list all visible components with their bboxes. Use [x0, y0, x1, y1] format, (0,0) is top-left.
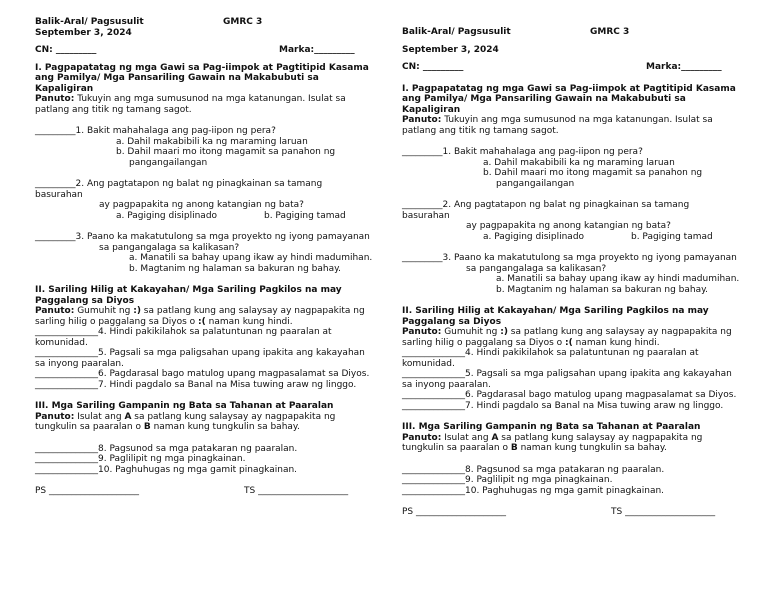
section-2-instructions-2: [35, 317, 373, 328]
question-2-cont-2: ay pagpapakita ng anong katangian ng bata?: [99, 200, 304, 210]
question-6: ______________6. Pagdarasal bago matulog upang magpasalamat sa Diyos.: [402, 390, 737, 400]
section-2: [402, 306, 740, 411]
question-10: ______________10. Paghuhugas ng mga gamit pinagkainan.: [35, 464, 298, 475]
question-6: ______________6. Pagdarasal bago matulog upang magpasalamat sa Diyos.: [35, 369, 370, 379]
signature-row: [35, 486, 373, 497]
subject-label: GMRC 3: [590, 27, 630, 37]
question-3-option-b: b. Magtanim ng halaman sa bakuran ng bahay.: [496, 284, 709, 295]
worksheet-title: Balik-Aral/ Pagsusulit: [402, 27, 511, 37]
instructions-text: Tukuyin ang mga sumusunod na mga katanungan. Isulat sa: [74, 94, 346, 104]
instructions-text: sarling hilig o paggalang sa Diyos o: [35, 316, 199, 327]
instructions-text: sa patlang kung ang salaysay ay nagpapakita ng: [507, 327, 732, 337]
section-2-title: II. Sariling Hilig at Kakayahan/ Mga Sariling Pagkilos na may: [35, 285, 342, 295]
question-5: ______________5. Pagsali sa mga paligsahan upang ipakita ang kakayahan: [402, 369, 732, 379]
date-line: September 3, 2024: [35, 27, 132, 38]
frown-symbol: :(: [565, 337, 573, 348]
question-2-options: [402, 232, 740, 243]
section-2-instructions: [402, 327, 740, 338]
question-3-cont: sa pangangalaga sa kalikasan?: [99, 242, 240, 253]
question-8: ______________8. Pagsunod sa mga patakaran ng paaralan.: [402, 464, 665, 475]
question-3: _________3. Paano ka makatutulong sa mga proyekto ng iyong pamayanan: [35, 232, 370, 242]
question-10: ______________10. Paghuhugas ng mga gamit pinagkainan.: [402, 485, 665, 496]
letter-b: B: [510, 443, 518, 453]
panuto-label: Panuto:: [402, 115, 442, 125]
worksheet-right: [402, 27, 740, 518]
instructions-text: sa patlang kung salaysay ay nagpapakita ng: [498, 432, 703, 443]
question-2: _________2. Ang pagtatapon ng balat ng pinagkainan sa tamang: [402, 200, 690, 210]
section-2-instructions: [35, 306, 373, 317]
frown-symbol: :(: [198, 316, 206, 327]
instructions-text: naman kung hindi.: [205, 316, 293, 327]
worksheet-title: Balik-Aral/ Pagsusulit: [35, 17, 144, 27]
section-1-title-2: ang Pamilya/ Mga Pansariling Gawain na Makabubuti sa: [402, 94, 686, 104]
marka-field: Marka:_________: [646, 62, 722, 72]
question-2-options: [35, 211, 373, 222]
question-4-cont: komunidad.: [35, 337, 88, 348]
letter-a: A: [124, 411, 132, 422]
panuto-label: Panuto:: [402, 327, 442, 337]
section-1-title-3: Kapaligiran: [402, 104, 461, 115]
question-2-cont: basurahan: [402, 210, 450, 221]
question-2: _________2. Ang pagtatapon ng balat ng pinagkainan sa tamang: [35, 179, 323, 189]
question-3: _________3. Paano ka makatutulong sa mga proyekto ng iyong pamayanan: [402, 253, 737, 263]
section-2-title-2: Paggalang sa Diyos: [35, 295, 135, 306]
cn-marka-row: [402, 62, 740, 73]
instructions-text: tungkulin sa paaralan o: [35, 422, 144, 432]
question-2-cont: basurahan: [35, 189, 83, 200]
section-1-instructions: [35, 94, 373, 105]
signature-row: [402, 507, 740, 518]
instructions-text: naman kung tungkulin sa bahay.: [150, 422, 300, 432]
question-1-option-b-cont: pangangailangan: [129, 157, 208, 168]
section-1-title-3: Kapaligiran: [35, 83, 94, 94]
question-2-option-a: a. Pagiging disiplinado: [483, 231, 585, 242]
section-1-title-2: ang Pamilya/ Mga Pansariling Gawain na Makabubuti sa: [35, 73, 319, 83]
section-1: [35, 63, 373, 275]
smile-symbol: :): [133, 306, 141, 316]
instructions-text: tungkulin sa paaralan o: [402, 443, 511, 453]
question-4: ______________4. Hindi pakikilahok sa palatuntunan ng paaralan at: [402, 348, 699, 358]
instructions-text: Tukuyin ang mga sumusunod na mga katanungan. Isulat sa: [441, 115, 713, 125]
question-5-cont: sa inyong paaralan.: [35, 358, 124, 369]
question-7: ______________7. Hindi pagdalo sa Banal na Misa tuwing araw ng linggo.: [35, 379, 357, 390]
cn-field: CN: _________: [402, 62, 464, 72]
section-1: [402, 84, 740, 296]
question-1-option-a: a. Dahil makabibili ka ng maraming laruan: [483, 157, 675, 168]
header-row: [35, 17, 373, 28]
question-4: ______________4. Hindi pakikilahok sa palatuntunan ng paaralan at: [35, 327, 332, 337]
ts-signature: TS ____________________: [611, 507, 716, 517]
question-2-option-b: b. Pagiging tamad: [264, 210, 346, 221]
question-3-cont: sa pangangalaga sa kalikasan?: [466, 263, 607, 274]
question-3-option-a: a. Manatili sa bahay upang ikaw ay hindi madumihan.: [129, 253, 373, 263]
section-3-instructions: [402, 433, 740, 444]
instructions-text: naman kung hindi.: [572, 337, 660, 348]
panuto-label: Panuto:: [35, 94, 75, 104]
question-3-option-b: b. Magtanim ng halaman sa bakuran ng bahay.: [129, 263, 342, 274]
section-3: [402, 422, 740, 496]
section-3-title: III. Mga Sariling Gampanin ng Bata sa Tahanan at Paaralan: [402, 422, 701, 432]
section-2-title: II. Sariling Hilig at Kakayahan/ Mga Sariling Pagkilos na may: [402, 306, 709, 316]
question-3-option-a: a. Manatili sa bahay upang ikaw ay hindi madumihan.: [496, 274, 740, 284]
question-9: ______________9. Paglilipit ng mga pinagkainan.: [35, 454, 246, 464]
section-1-title: I. Pagpapatatag ng mga Gawi sa Pag-iimpok at Pagtitipid Kasama: [402, 83, 736, 94]
instructions-text: Isulat ang: [74, 411, 125, 422]
cn-marka-row: [35, 45, 373, 56]
question-1-option-b-cont: pangangailangan: [496, 178, 575, 189]
instructions-text: sa patlang kung ang salaysay ay nagpapakita ng: [140, 306, 365, 316]
instructions-text: naman kung tungkulin sa bahay.: [517, 443, 667, 453]
section-1-instructions-2: patlang ang titik ng tamang sagot.: [402, 125, 559, 136]
panuto-label: Panuto:: [35, 306, 75, 316]
question-1-option-b: b. Dahil maari mo itong magamit sa panahon ng: [483, 168, 703, 178]
date-line: September 3, 2024: [402, 44, 499, 55]
smile-symbol: :): [500, 327, 508, 337]
question-2-cont-2: ay pagpapakita ng anong katangian ng bata?: [466, 221, 671, 231]
section-3-instructions-2: [402, 443, 740, 454]
marka-field: Marka:_________: [279, 45, 355, 55]
letter-b: B: [143, 422, 151, 432]
question-1: _________1. Bakit mahahalaga ang pag-iipon ng pera?: [402, 147, 643, 157]
panuto-label: Panuto:: [35, 411, 75, 422]
panuto-label: Panuto:: [402, 432, 442, 443]
ts-signature: TS ____________________: [244, 486, 349, 496]
instructions-text: Gumuhit ng: [441, 327, 501, 337]
section-3-instructions: [35, 412, 373, 423]
instructions-text: Isulat ang: [441, 432, 492, 443]
subject-label: GMRC 3: [223, 17, 263, 27]
question-1-option-a: a. Dahil makabibili ka ng maraming laruan: [116, 136, 308, 147]
question-5-cont: sa inyong paaralan.: [402, 379, 491, 390]
instructions-text: sa patlang kung salaysay ay nagpapakita ng: [131, 411, 336, 422]
instructions-text: sarling hilig o paggalang sa Diyos o: [402, 337, 566, 348]
section-2-instructions-2: [402, 338, 740, 349]
letter-a: A: [491, 432, 499, 443]
section-1-title: I. Pagpapatatag ng mga Gawi sa Pag-iimpok at Pagtitipid Kasama: [35, 62, 369, 73]
section-2-title-2: Paggalang sa Diyos: [402, 316, 502, 327]
worksheet-left: [35, 17, 373, 497]
section-1-instructions-2: patlang ang titik ng tamang sagot.: [35, 104, 192, 115]
question-2-option-b: b. Pagiging tamad: [631, 231, 713, 242]
section-1-instructions: [402, 115, 740, 126]
question-1-option-b: b. Dahil maari mo itong magamit sa panahon ng: [116, 147, 336, 157]
question-5: ______________5. Pagsali sa mga paligsahan upang ipakita ang kakayahan: [35, 348, 365, 358]
instructions-text: Gumuhit ng: [74, 306, 134, 316]
question-8: ______________8. Pagsunod sa mga patakaran ng paaralan.: [35, 443, 298, 454]
header-row: [402, 27, 740, 38]
question-4-cont: komunidad.: [402, 358, 455, 369]
cn-field: CN: _________: [35, 45, 97, 55]
section-3: [35, 401, 373, 475]
question-2-option-a: a. Pagiging disiplinado: [116, 210, 218, 221]
question-1: _________1. Bakit mahahalaga ang pag-iipon ng pera?: [35, 126, 276, 136]
section-3-instructions-2: [35, 422, 373, 433]
section-2: [35, 285, 373, 390]
question-9: ______________9. Paglilipit ng mga pinagkainan.: [402, 475, 613, 485]
question-7: ______________7. Hindi pagdalo sa Banal na Misa tuwing araw ng linggo.: [402, 400, 724, 411]
section-3-title: III. Mga Sariling Gampanin ng Bata sa Tahanan at Paaralan: [35, 401, 334, 411]
ps-signature: PS ____________________: [402, 507, 507, 517]
ps-signature: PS ____________________: [35, 486, 140, 496]
